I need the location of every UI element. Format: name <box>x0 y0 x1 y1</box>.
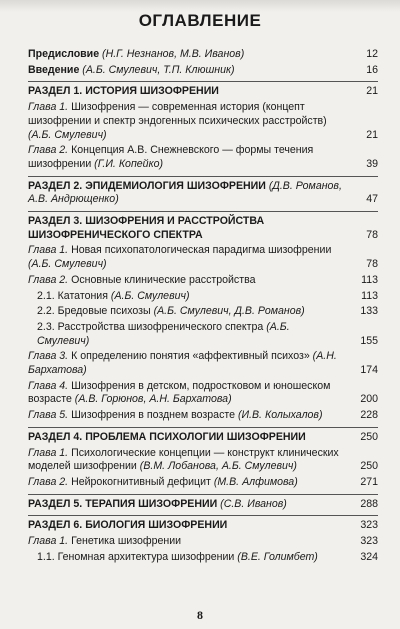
section-divider <box>28 81 378 82</box>
subsection-title: 1.1. Геномная архитектура шизофрении <box>37 550 235 563</box>
section-title: РАЗДЕЛ 2. ЭПИДЕМИОЛОГИЯ ШИЗОФРЕНИИ <box>28 179 266 192</box>
subsection-title: 2.3. Расстройства шизофренического спектра <box>37 320 264 333</box>
toc-subsection[interactable] <box>37 321 378 348</box>
entry-authors: (А.Б. Смулевич) <box>28 128 107 141</box>
page-number: 78 <box>366 258 378 271</box>
page-number: 113 <box>361 273 378 286</box>
entry-authors: (Г.И. Копейко) <box>91 157 163 170</box>
subsection-title: 2.1. Кататония <box>37 289 108 302</box>
toc-chapter[interactable] <box>28 447 378 474</box>
table-of-contents <box>28 48 378 565</box>
toc-chapter[interactable] <box>28 380 378 407</box>
chapter-title: Шизофрения в детском, подростковом и юношеском возрасте <box>28 379 331 406</box>
page-number: 288 <box>360 497 378 510</box>
toc-chapter[interactable] <box>28 144 378 171</box>
chapter-title: Шизофрения — современная история (концепт шизофрении и спектр эндогенных психических расстройств) <box>28 101 327 127</box>
entry-authors: (А.Б. Смулевич) <box>28 258 107 271</box>
page-number: 323 <box>360 535 378 548</box>
entry-authors: (С.В. Иванов) <box>217 497 287 510</box>
page-number: 133 <box>360 305 378 318</box>
page-number: 155 <box>360 334 378 347</box>
section-divider <box>28 494 378 495</box>
page-number: 323 <box>360 519 378 532</box>
page-number: 250 <box>360 460 378 473</box>
toc-subsection[interactable] <box>37 290 378 304</box>
toc-chapter[interactable] <box>28 274 378 288</box>
entry-authors: (А.Н. Бархатова) <box>28 350 337 377</box>
toc-chapter[interactable] <box>28 409 378 423</box>
entry-authors: (И.В. Колыхалов) <box>235 409 323 422</box>
chapter-label: Глава 1. <box>28 535 69 548</box>
entry-authors: (В.Е. Голимбет) <box>234 550 318 563</box>
page-number: 250 <box>360 430 378 443</box>
chapter-title: К определению понятия «аффективный психоз» <box>68 350 310 363</box>
chapter-title: Шизофрения в позднем возрасте <box>68 409 235 422</box>
page-number: 174 <box>360 364 378 377</box>
page-number: 12 <box>366 48 378 60</box>
section-divider <box>28 427 378 428</box>
toc-section-6[interactable] <box>28 519 378 533</box>
page-number: 39 <box>366 157 378 170</box>
entry-authors: (Д.В. Романов, А.В. Андрющенко) <box>28 179 342 206</box>
chapter-title: Основные клинические расстройства <box>68 273 256 286</box>
toc-chapter[interactable] <box>28 476 378 490</box>
toc-section-3[interactable] <box>28 215 378 242</box>
chapter-label: Глава 2. <box>28 144 69 157</box>
page-number: 228 <box>360 409 378 422</box>
section-title: РАЗДЕЛ 3. ШИЗОФРЕНИЯ И РАССТРОЙСТВА ШИЗОФРЕНИЧЕСКОГО СПЕКТРА <box>28 215 265 241</box>
page-title: ОГЛАВЛЕНИЕ <box>138 11 262 30</box>
page-number: 21 <box>366 85 378 98</box>
page-number: 47 <box>366 193 378 206</box>
entry-authors: (М.В. Алфимова) <box>210 475 298 488</box>
chapter-label: Глава 2. <box>28 475 69 488</box>
entry-authors: (А.Б. Смулевич, Т.П. Клюшник) <box>79 63 235 76</box>
chapter-label: Глава 3. <box>28 350 69 363</box>
toc-section-5[interactable] <box>28 498 378 512</box>
page-number: 271 <box>360 475 378 488</box>
section-title: РАЗДЕЛ 1. ИСТОРИЯ ШИЗОФРЕНИИ <box>28 85 219 98</box>
entry-authors: (А.Б. Смулевич) <box>37 320 290 347</box>
section-divider <box>28 211 378 212</box>
chapter-title: Генетика шизофрении <box>68 535 182 548</box>
toc-chapter[interactable] <box>28 101 378 142</box>
page-number: 78 <box>366 228 378 241</box>
entry-authors: (Н.Г. Незнанов, М.В. Иванов) <box>99 48 245 60</box>
toc-chapter[interactable] <box>28 535 378 549</box>
entry-authors: (А.В. Горюнов, А.Н. Бархатова) <box>71 393 232 406</box>
toc-chapter[interactable] <box>28 244 378 271</box>
chapter-label: Глава 1. <box>28 446 69 459</box>
chapter-label: Глава 5. <box>28 409 69 422</box>
entry-title: Введение <box>28 63 80 76</box>
toc-section-4[interactable] <box>28 431 378 445</box>
page-number: 16 <box>366 63 378 76</box>
entry-title: Предисловие <box>28 48 100 60</box>
chapter-label: Глава 2. <box>28 273 69 286</box>
toc-subsection[interactable] <box>37 305 378 319</box>
toc-entry-preface[interactable] <box>28 48 378 62</box>
toc-entry-introduction[interactable] <box>28 64 378 78</box>
chapter-label: Глава 1. <box>28 101 69 114</box>
chapter-title: Концепция А.В. Снежневского — формы течения шизофрении <box>28 144 314 170</box>
subsection-title: 2.2. Бредовые психозы <box>37 305 151 318</box>
page-number: 21 <box>366 128 378 141</box>
toc-section-2[interactable] <box>28 180 378 207</box>
entry-authors: (А.Б. Смулевич) <box>107 289 190 302</box>
chapter-title: Психологические концепции — конструкт клинических моделей шизофрении <box>28 446 339 473</box>
page-number: 200 <box>360 393 378 406</box>
section-title: РАЗДЕЛ 6. БИОЛОГИЯ ШИЗОФРЕНИИ <box>28 519 228 532</box>
entry-authors: (В.М. Лобанова, А.Б. Смулевич) <box>136 460 297 473</box>
section-title: РАЗДЕЛ 4. ПРОБЛЕМА ПСИХОЛОГИИ ШИЗОФРЕНИИ <box>28 430 306 443</box>
toc-subsection[interactable] <box>37 551 378 565</box>
page-folio-number: 8 <box>197 608 203 622</box>
page-number: 113 <box>361 289 378 302</box>
chapter-title: Новая психопатологическая парадигма шизофрении <box>68 244 332 257</box>
entry-authors: (А.Б. Смулевич, Д.В. Романов) <box>150 305 305 318</box>
chapter-label: Глава 1. <box>28 244 69 257</box>
toc-chapter[interactable] <box>28 350 378 377</box>
chapter-title: Нейрокогнитивный дефицит <box>68 475 211 488</box>
toc-section-1[interactable] <box>28 85 378 99</box>
section-divider <box>28 176 378 177</box>
section-divider <box>28 515 378 516</box>
chapter-label: Глава 4. <box>28 379 69 392</box>
page-number: 324 <box>360 550 378 563</box>
section-title: РАЗДЕЛ 5. ТЕРАПИЯ ШИЗОФРЕНИИ <box>28 497 218 510</box>
